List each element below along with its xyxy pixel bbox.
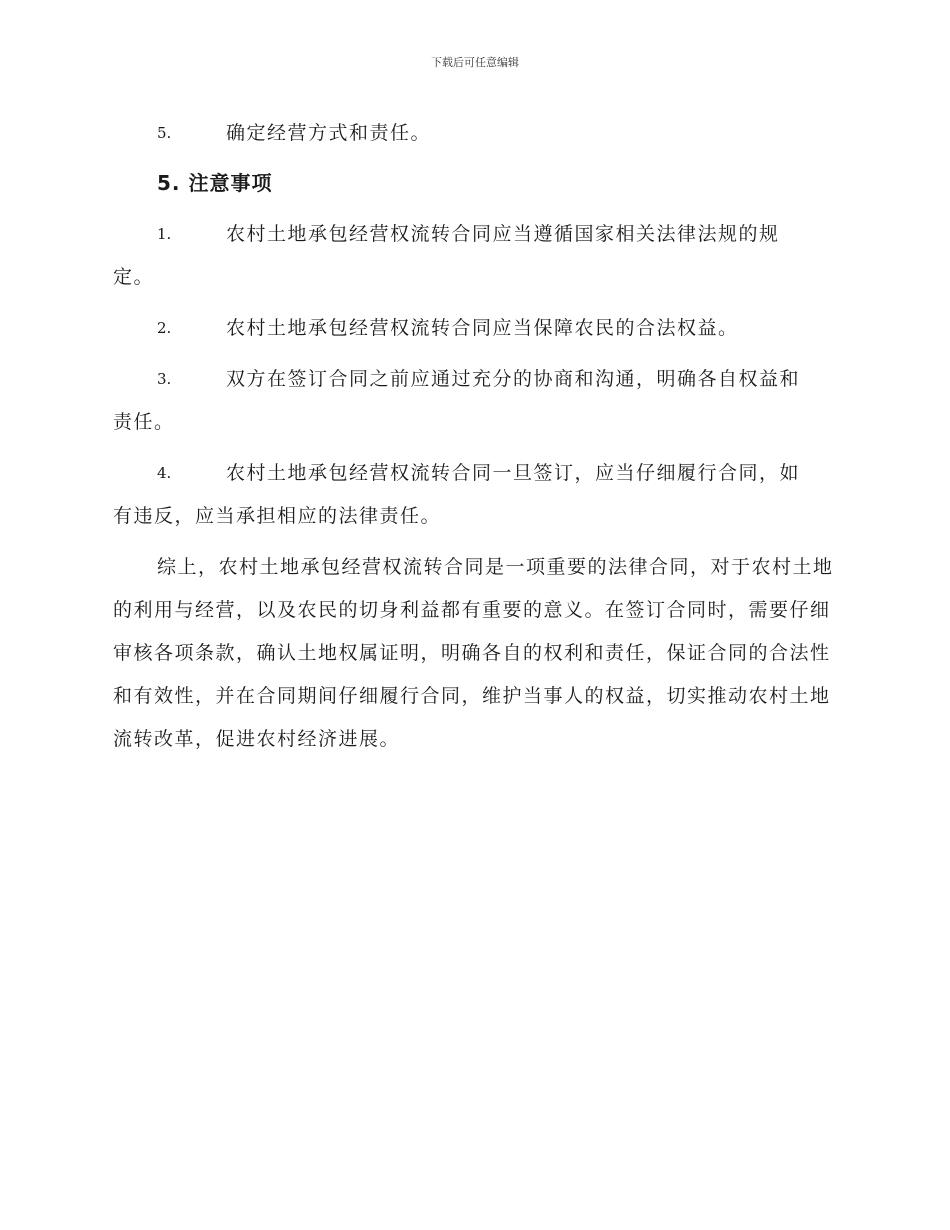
- list-item: [113, 213, 835, 299]
- document-body: [113, 112, 835, 761]
- list-item-text: 农村土地承包经营权流转合同应当保障农民的合法权益。: [226, 317, 739, 339]
- list-item-text-continued: 定。: [113, 266, 155, 288]
- list-item-number: 2.: [157, 319, 172, 337]
- list-item-text-continued: 有违反，应当承担相应的法律责任。: [113, 505, 442, 527]
- list-item-text: 确定经营方式和责任。: [226, 122, 432, 144]
- list-item-number: 1.: [157, 225, 172, 243]
- summary-paragraph: 综上，农村土地承包经营权流转合同是一项重要的法律合同，对于农村土地的利用与经营，以及农民的切身利益都有重要的意义。在签订合同时，需要仔细审核各项条款，确认土地权属证明，明确各自的权利和责任，保证合同的合法性和有效性，并在合同期间仔细履行合同，维护当事人的权益，切实推动农村土地流转改革，促进农村经济进展。: [113, 556, 834, 750]
- list-item: [113, 307, 835, 350]
- list-item-number: 5.: [157, 124, 172, 142]
- list-item-text: 农村土地承包经营权流转合同应当遵循国家相关法律法规的规: [226, 223, 780, 245]
- list-item-number: 3.: [157, 370, 172, 388]
- section-heading: 5. 注意事项: [157, 171, 273, 195]
- list-item: [113, 358, 835, 444]
- list-item: [113, 112, 835, 155]
- list-item: [113, 452, 835, 538]
- list-item-text: 双方在签订合同之前应通过充分的协商和沟通，明确各自权益和: [226, 368, 801, 390]
- list-item-number: 4.: [157, 464, 172, 482]
- list-item-text: 农村土地承包经营权流转合同一旦签订，应当仔细履行合同，如: [226, 462, 801, 484]
- header-note: 下载后可任意编辑: [431, 56, 519, 69]
- list-item-text-continued: 责任。: [113, 411, 175, 433]
